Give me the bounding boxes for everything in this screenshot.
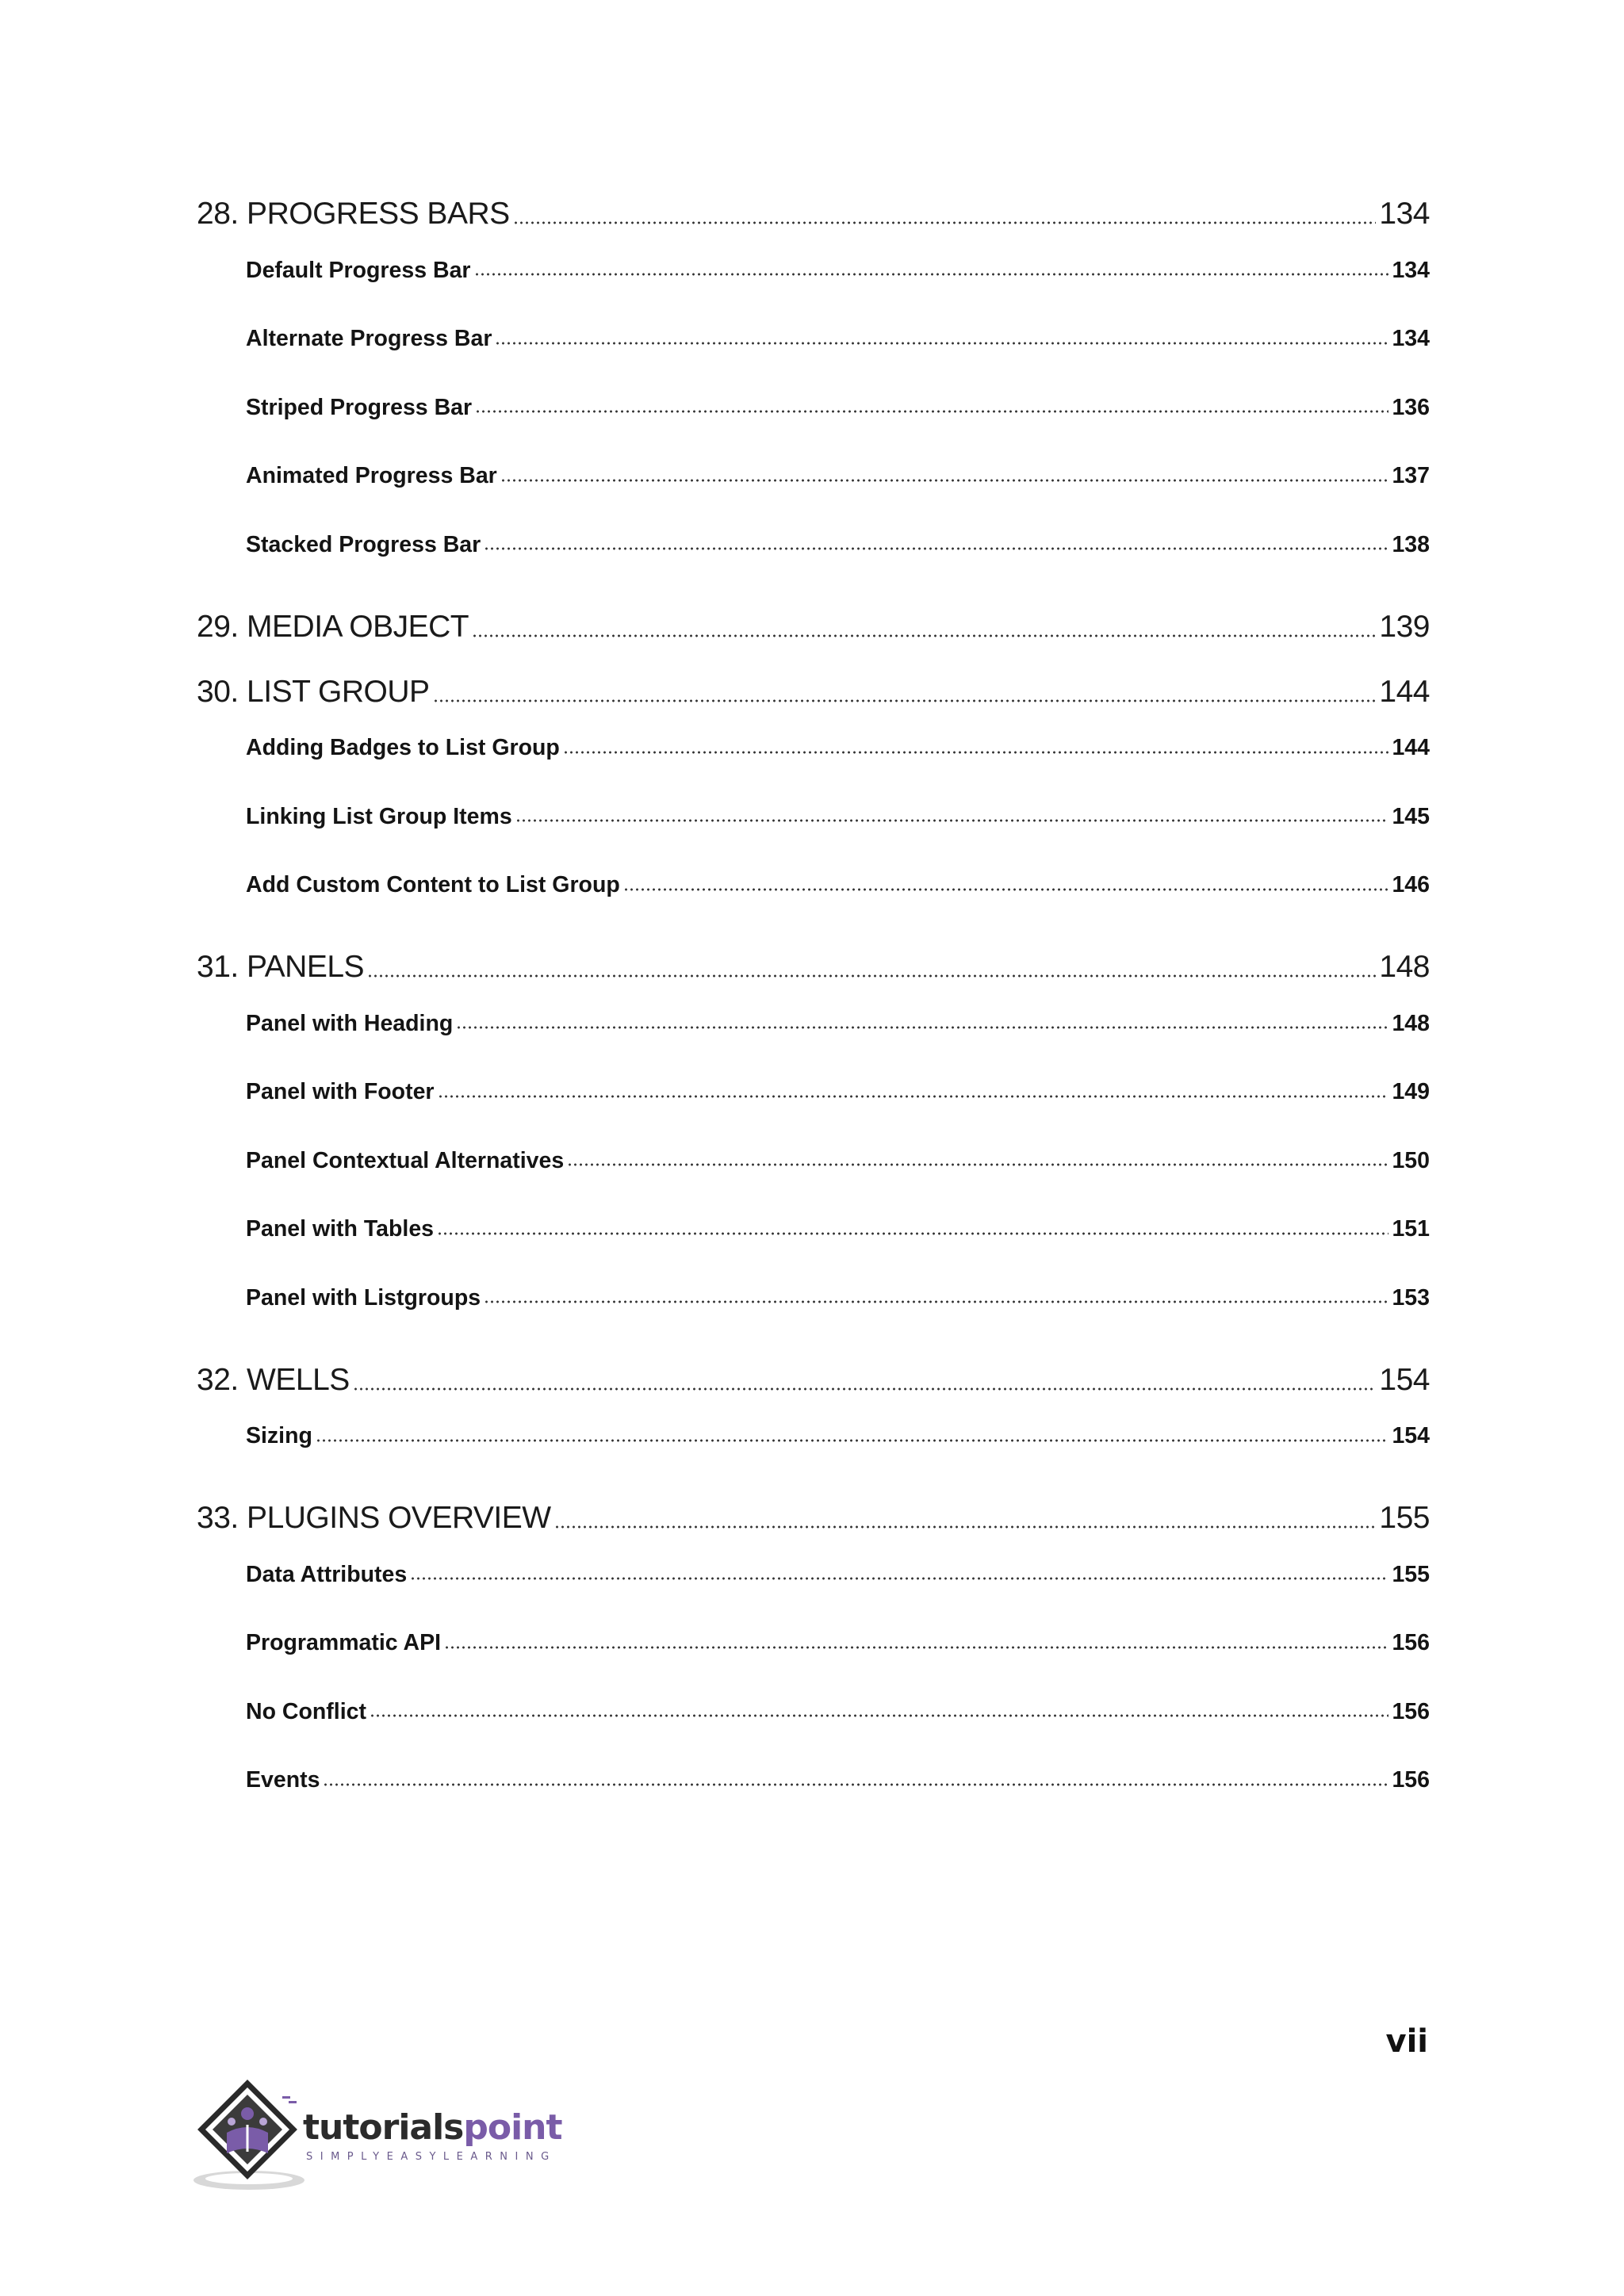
- toc-entry-page: 156: [1392, 1767, 1430, 1793]
- toc-section-entry[interactable]: [197, 1402, 1430, 1471]
- toc-entry-page: 155: [1379, 1501, 1430, 1535]
- toc-section-entry[interactable]: [197, 714, 1430, 783]
- tutorialspoint-diamond-logo-icon: [193, 2077, 312, 2196]
- dot-leader: [433, 699, 1377, 702]
- toc-chapter-entry[interactable]: [197, 1501, 1430, 1536]
- toc-section-entry[interactable]: [197, 305, 1430, 374]
- toc-entry-page: 153: [1392, 1284, 1430, 1311]
- dot-leader: [367, 974, 1376, 978]
- toc-entry-page: 154: [1379, 1362, 1430, 1397]
- toc-entry-page: 150: [1392, 1147, 1430, 1173]
- toc-chapter-entry[interactable]: [197, 610, 1430, 645]
- toc-entry-title: 32. WELLS: [197, 1362, 350, 1397]
- toc-entry-page: 146: [1392, 872, 1430, 898]
- toc-entry-page: 134: [1392, 257, 1430, 283]
- toc-entry-page: 156: [1392, 1630, 1430, 1656]
- toc-entry-title: Stacked Progress Bar: [246, 531, 481, 557]
- page-number: vii: [1385, 2023, 1428, 2060]
- dot-leader: [438, 1095, 1389, 1098]
- toc-entry-title: Striped Progress Bar: [246, 394, 473, 420]
- dot-leader: [484, 1300, 1388, 1303]
- toc-chapter-entry[interactable]: [197, 197, 1430, 232]
- dot-leader: [500, 479, 1389, 482]
- toc-section-entry[interactable]: [197, 989, 1430, 1058]
- toc-section-entry[interactable]: [197, 1196, 1430, 1265]
- logo-wordmark: [303, 2107, 562, 2148]
- toc-entry-page: 148: [1379, 950, 1430, 984]
- toc-entry-title: Alternate Progress Bar: [246, 326, 492, 352]
- toc-entry-title: Programmatic API: [246, 1630, 442, 1656]
- logo-word-dark: tutorials: [303, 2107, 464, 2148]
- dot-leader: [353, 1387, 1377, 1391]
- toc-entry-page: 148: [1392, 1010, 1430, 1036]
- toc-entry-title: Panel Contextual Alternatives: [246, 1147, 565, 1173]
- toc-entry-page: 145: [1392, 803, 1430, 829]
- toc-section-entry[interactable]: [197, 373, 1430, 442]
- toc-entry-title: Events: [246, 1767, 320, 1793]
- dot-leader: [513, 221, 1377, 224]
- toc-chapter-entry[interactable]: [197, 1363, 1430, 1398]
- dot-leader: [456, 1026, 1388, 1029]
- toc-section-entry[interactable]: [197, 1264, 1430, 1333]
- dot-leader: [563, 751, 1389, 754]
- dot-leader: [554, 1525, 1377, 1529]
- toc-entry-title: Data Attributes: [246, 1561, 408, 1587]
- toc-section-entry[interactable]: [197, 851, 1430, 920]
- toc-entry-page: 155: [1392, 1561, 1430, 1587]
- dot-leader: [474, 273, 1389, 276]
- logo-word-accent: point: [463, 2107, 562, 2148]
- dot-leader: [475, 410, 1388, 413]
- toc-entry-page: 151: [1392, 1216, 1430, 1242]
- toc-section-entry[interactable]: [197, 1678, 1430, 1747]
- toc-entry-page: 154: [1392, 1423, 1430, 1449]
- toc-section-entry[interactable]: [197, 1747, 1430, 1816]
- toc-section-entry[interactable]: [197, 1127, 1430, 1196]
- toc-section-entry[interactable]: [197, 1058, 1430, 1127]
- dot-leader: [567, 1163, 1388, 1166]
- toc-entry-page: 136: [1392, 394, 1430, 420]
- toc-entry-title: Panel with Footer: [246, 1079, 435, 1105]
- toc-entry-page: 134: [1392, 326, 1430, 352]
- toc-entry-title: Sizing: [246, 1423, 312, 1449]
- toc-entry-title: Linking List Group Items: [246, 803, 512, 829]
- toc-entry-title: Adding Badges to List Group: [246, 735, 560, 761]
- dot-leader: [437, 1232, 1388, 1235]
- toc-entry-title: 30. LIST GROUP: [197, 674, 430, 709]
- toc-entry-page: 144: [1392, 735, 1430, 761]
- toc-entry-title: 33. PLUGINS OVERVIEW: [197, 1501, 551, 1535]
- dot-leader: [623, 888, 1389, 891]
- tutorialspoint-logo: [193, 2077, 574, 2196]
- logo-tagline: SIMPLYEASYLEARNING: [306, 2151, 557, 2163]
- toc-chapter-entry[interactable]: [197, 675, 1430, 710]
- toc-section-entry[interactable]: [197, 783, 1430, 851]
- toc-entry-title: Add Custom Content to List Group: [246, 872, 620, 898]
- toc-entry-title: Panel with Listgroups: [246, 1284, 481, 1311]
- toc-chapter-entry[interactable]: [197, 950, 1430, 985]
- toc-section-entry[interactable]: [197, 1609, 1430, 1678]
- dot-leader: [316, 1439, 1389, 1442]
- toc-entry-title: Default Progress Bar: [246, 257, 471, 283]
- toc-entry-page: 156: [1392, 1698, 1430, 1724]
- table-of-contents: [197, 174, 1430, 1815]
- toc-entry-page: 138: [1392, 531, 1430, 557]
- toc-entry-page: 139: [1379, 609, 1430, 644]
- toc-section-entry[interactable]: [197, 1540, 1430, 1609]
- dot-leader: [515, 819, 1389, 822]
- toc-section-entry[interactable]: [197, 442, 1430, 511]
- dot-leader: [323, 1783, 1388, 1786]
- toc-entry-title: No Conflict: [246, 1698, 366, 1724]
- dot-leader: [444, 1646, 1388, 1649]
- toc-entry-title: 28. PROGRESS BARS: [197, 197, 510, 231]
- toc-entry-page: 149: [1392, 1079, 1430, 1105]
- toc-entry-title: Panel with Tables: [246, 1216, 435, 1242]
- dot-leader: [495, 342, 1388, 345]
- dot-leader: [472, 634, 1376, 637]
- toc-entry-page: 134: [1379, 197, 1430, 231]
- dot-leader: [484, 547, 1388, 550]
- dot-leader: [410, 1577, 1388, 1580]
- toc-section-entry[interactable]: [197, 236, 1430, 305]
- toc-entry-title: Animated Progress Bar: [246, 463, 497, 489]
- toc-entry-title: 29. MEDIA OBJECT: [197, 609, 469, 644]
- toc-entry-page: 144: [1379, 674, 1430, 709]
- toc-entry-page: 137: [1392, 463, 1430, 489]
- toc-entry-title: Panel with Heading: [246, 1010, 454, 1036]
- toc-entry-title: 31. PANELS: [197, 950, 365, 984]
- dot-leader: [370, 1714, 1388, 1717]
- toc-section-entry[interactable]: [197, 511, 1430, 580]
